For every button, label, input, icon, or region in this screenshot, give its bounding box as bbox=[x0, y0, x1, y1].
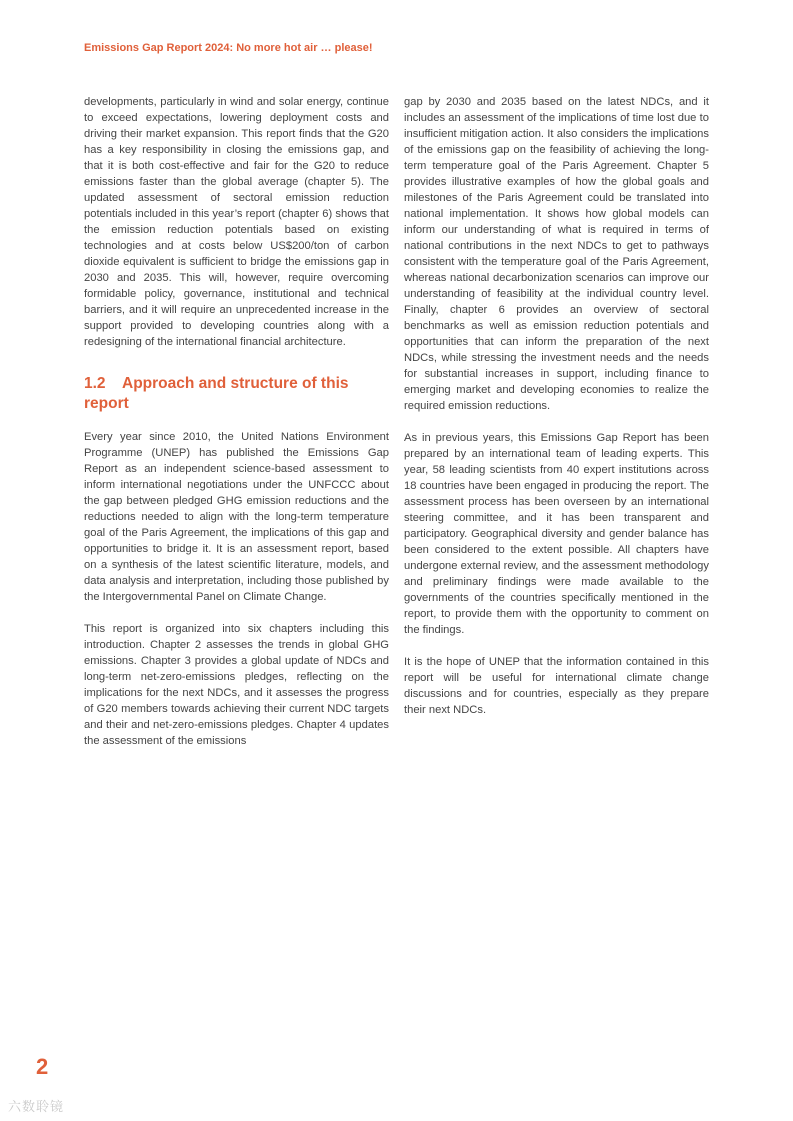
section-heading bbox=[84, 374, 389, 414]
left-paragraph-2: Every year since 2010, the United Nations Environment Programme (UNEP) has published the Emissions Gap Report as an independent science-based assessment to inform international negotiations under the UNFCCC about the gap between pledged GHG emission reductions and the reductions needed to align with the long-term temperature goal of the Paris Agreement, the implications of this gap and opportunities to bridge it. It is an assessment report, based on a synthesis of the latest scientific literature, models, and data analysis and interpretation, including those published by the Intergovernmental Panel on Climate Change. bbox=[84, 431, 389, 603]
left-paragraph-1: developments, particularly in wind and solar energy, continue to exceed expectations, lowering deployment costs and driving their market expansion. This report finds that the G20 has a key responsibility in closing the emissions gap, and that it is both cost-effective and fair for the G20 to reduce emissions faster than the global average (chapter 5). The updated assessment of sectoral emission reduction potentials included in this year’s report (chapter 6) shows that the emission reduction potentials based on existing technologies and at costs below US$200/ton of carbon dioxide equivalent is sufficient to bridge the emissions gap in 2030 and 2035. This will, however, require overcoming formidable policy, governance, institutional and technical barriers, and it will require an unprecedented increase in the support provided to developing countries along with a redesigning of the international financial architecture. bbox=[84, 96, 389, 348]
page-number: 2 bbox=[36, 1054, 49, 1079]
right-paragraph-1: gap by 2030 and 2035 based on the latest NDCs, and it includes an assessment of the implications of time lost due to insufficient mitigation action. It also considers the implications of the emissions gap on the feasibility of achieving the long-term temperature goal of the Paris Agreement. Chapter 5 provides illustrative examples of how the global goals and milestones of the Paris Agreement could be translated into national implementation. It shows how global models can inform our understanding of what is required in terms of national contributions in the next NDCs to get to pathways consistent with the temperature goal of the Paris Agreement, whereas national decarbonization scenarios can improve our understanding of feasibility at the individual country level. Finally, chapter 6 provides an overview of sectoral benchmarks as well as emission reduction potentials and opportunities that can inform the preparation of the next NDCs, while stressing the investment needs and the needs for substantial increases in support, including finance to emerging market and developing economies to realize the required emission reductions. bbox=[404, 96, 709, 412]
left-column bbox=[84, 94, 389, 749]
right-paragraph-3: It is the hope of UNEP that the information contained in this report will be useful for international climate change discussions and for countries, especially as they prepare their next NDCs. bbox=[404, 656, 709, 716]
running-header: Emissions Gap Report 2024: No more hot air … please! bbox=[84, 42, 373, 54]
watermark-logo: 六数聆镜 bbox=[8, 1099, 65, 1114]
right-column bbox=[404, 94, 709, 718]
left-paragraph-3: This report is organized into six chapters including this introduction. Chapter 2 assesses the trends in global GHG emissions. Chapter 3 provides a global update of NDCs and long-term net-zero-emissions pledges, reflecting on the implications for the next NDCs, and it assesses the progress of G20 members towards achieving their current NDC targets and their and net-zero-emissions pledges. Chapter 4 updates the assessment of the emissions bbox=[84, 623, 389, 747]
section-number: 1.2 bbox=[84, 375, 106, 392]
section-title: Approach and structure of this report bbox=[84, 375, 349, 412]
right-paragraph-2: As in previous years, this Emissions Gap Report has been prepared by an international team of leading experts. This year, 58 leading scientists from 40 expert institutions across 18 countries have been engaged in producing the report. The assessment process has been overseen by an international steering committee, and it has been transparent and participatory. Geographical diversity and gender balance has been considered to the extent possible. All chapters have undergone external review, and the assessment methodology and preliminary findings were made available to the governments of the countries specifically mentioned in the report, to provide them with the opportunity to comment on the findings. bbox=[404, 432, 709, 636]
